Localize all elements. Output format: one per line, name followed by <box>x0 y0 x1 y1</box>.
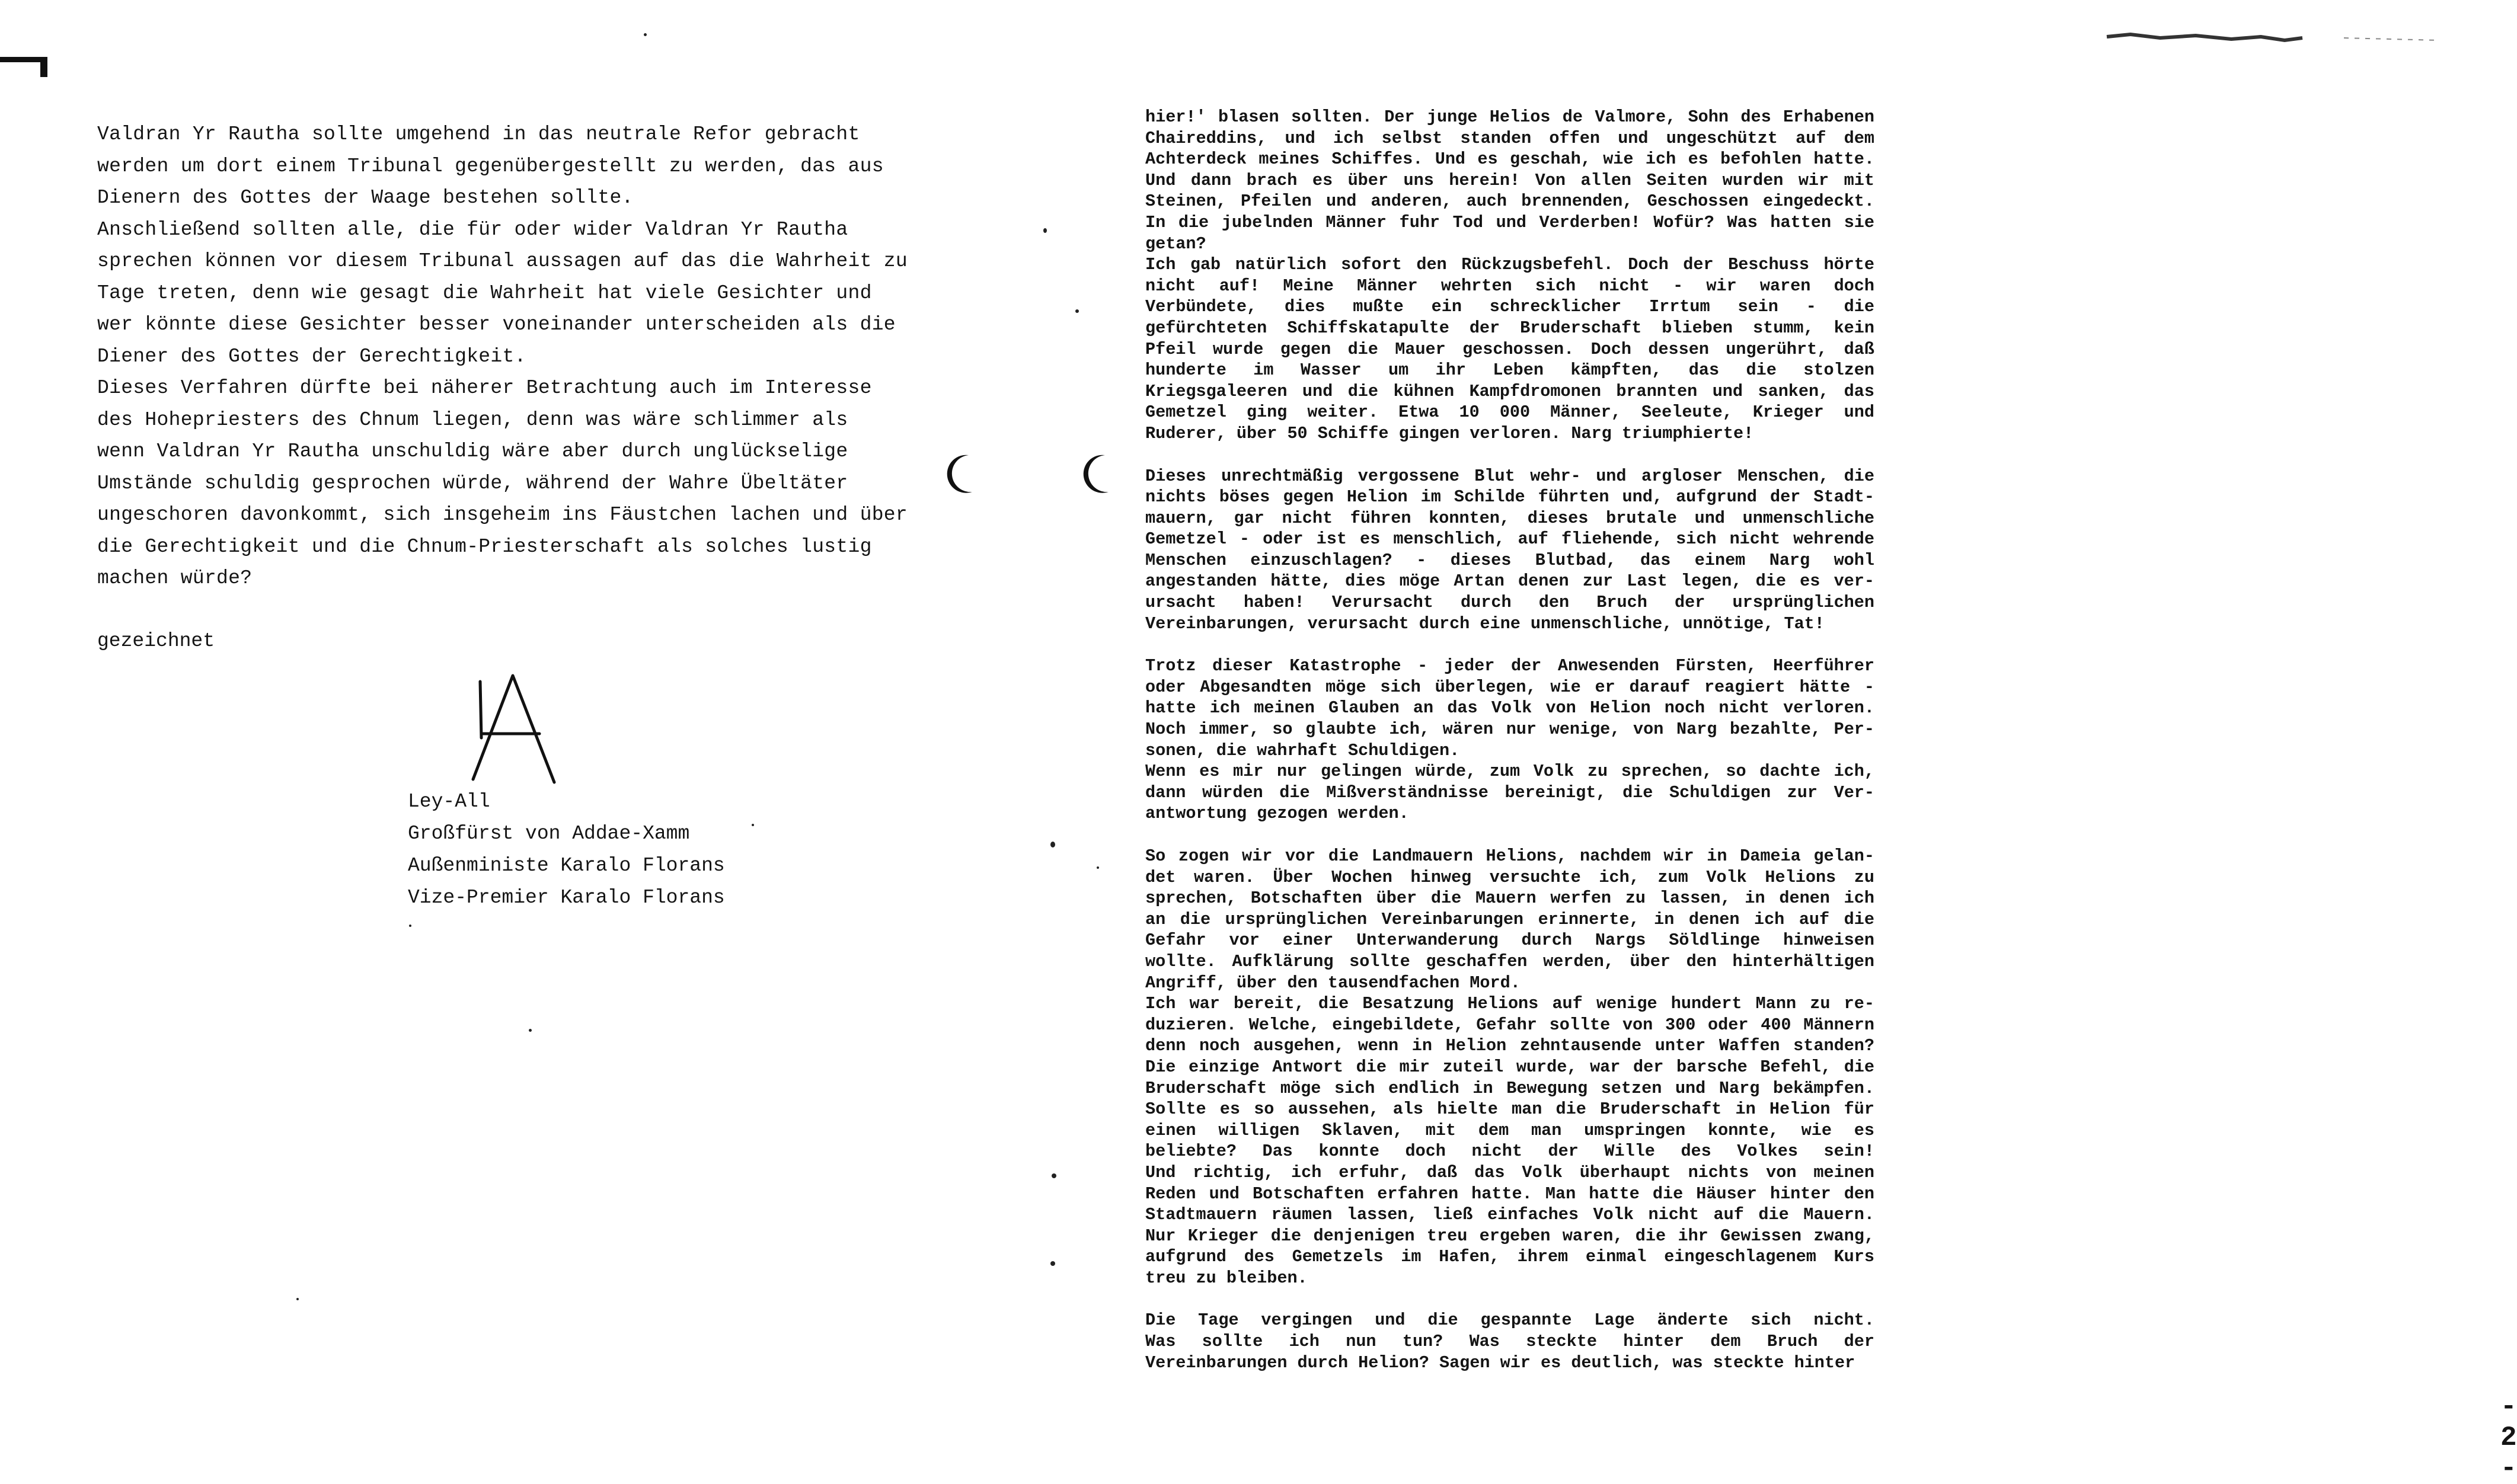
text-line: ursacht haben! Verursacht durch den Bruch der ursprünglichen <box>1145 593 1874 613</box>
punch-hole-icon <box>938 1005 985 1052</box>
scan-speck <box>1097 866 1099 869</box>
text-line: wer könnte diese Gesichter besser voneinander unterscheiden als die <box>97 314 896 335</box>
text-line: nichts böses gegen Helion im Schilde führten und, aufgrund der Stadt- <box>1145 487 1874 507</box>
text-line: aufgrund des Gemetzels im Hafen, ihrem einmal eingeschlagenem Kurs <box>1145 1247 1874 1267</box>
text-line: wollte. Aufklärung sollte geschaffen werden, über den hinterhältigen <box>1145 951 1874 971</box>
signer-line: Außenministe Karalo Florans <box>408 855 725 877</box>
text-line: Sollte es so aussehen, als hielte man die Bruderschaft in Helion für <box>1145 1099 1874 1120</box>
left-page <box>0 0 1040 1475</box>
scan-artifact <box>2107 30 2439 45</box>
text-line: die Gerechtigkeit und die Chnum-Priesterschaft als solches lustig <box>97 535 872 558</box>
text-line: Gefahr vor einer Unterwanderung durch Nargs Söldlinge hinweisen <box>1145 930 1874 951</box>
text-line: sprechen können vor diesem Tribunal aussagen auf das die Wahrheit zu <box>97 250 908 272</box>
text-line: Tage treten, denn wie gesagt die Wahrheit hat viele Gesichter und <box>97 282 872 304</box>
scan-speck <box>296 1298 299 1300</box>
text-line: gefürchteten Schiffskatapulte der Bruderschaft blieben stumm, kein <box>1145 318 1874 338</box>
paragraph <box>1145 1310 1874 1373</box>
text-line: ungeschoren davonkommt, sich insgeheim ins Fäustchen lachen und über <box>97 504 908 526</box>
signer-block <box>408 786 725 914</box>
text-line: Diener des Gottes der Gerechtigkeit. <box>97 345 526 367</box>
text-line: angestanden hätte, dies möge Artan denen zur Last legen, die es ver- <box>1145 571 1874 591</box>
paragraph <box>1145 466 1874 635</box>
text-line: werden um dort einem Tribunal gegenübergestellt zu werden, das aus <box>97 155 884 177</box>
punch-hole-icon <box>1074 450 1122 498</box>
corner-crop-mark <box>0 52 47 78</box>
text-line: machen würde? <box>97 567 253 589</box>
scan-speck <box>1052 1173 1056 1178</box>
text-line: Gemetzel ging weiter. Etwa 10 000 Männer, Seeleute, Krieger und <box>1145 402 1874 423</box>
text-line: Valdran Yr Rautha sollte umgehend in das neutrale Refor gebracht <box>97 123 860 145</box>
text-line: beliebte? Das konnte doch nicht der Wille des Volkes sein! <box>1145 1141 1874 1162</box>
signer-line: Vize-Premier Karalo Florans <box>408 887 725 909</box>
right-page <box>1040 0 2517 1484</box>
punch-hole-icon <box>1074 1005 1122 1052</box>
paragraph <box>1145 846 1874 1288</box>
text-line: Und dann brach es über uns herein! Von allen Seiten wurden wir mit <box>1145 170 1874 190</box>
scan-speck <box>644 33 647 36</box>
text-line: getan? <box>1145 234 1206 254</box>
signed-label: gezeichnet <box>97 630 215 652</box>
text-line: Ich gab natürlich sofort den Rückzugsbefehl. Doch der Beschuss hörte <box>1145 255 1874 275</box>
text-line: denn noch ausgehen, wenn in Helion zehntausende unter Waffen standen? <box>1145 1036 1874 1056</box>
text-line: Steinen, Pfeilen und anderen, auch brennenden, Geschossen eingedeckt. <box>1145 191 1874 212</box>
text-line: Wenn es mir nur gelingen würde, zum Volk zu sprechen, so dachte ich, <box>1145 762 1874 782</box>
scan-speck <box>1075 309 1079 313</box>
scan-speck <box>752 824 754 826</box>
text-line: wenn Valdran Yr Rautha unschuldig wäre aber durch unglückselige <box>97 440 848 462</box>
text-line: sprechen, Botschaften über die Mauern werfen zu lassen, in denen ich <box>1145 888 1874 909</box>
punch-hole-icon <box>938 450 985 498</box>
scan-speck <box>529 1029 532 1032</box>
scan-speck <box>409 925 411 927</box>
text-line: det waren. Über Wochen hinweg versuchte ich, zum Volk Helions zu <box>1145 867 1874 887</box>
text-line: Ich war bereit, die Besatzung Helions auf wenige hundert Mann zu re- <box>1145 994 1874 1014</box>
text-line: duzieren. Welche, eingebildete, Gefahr sollte von 300 oder 400 Männern <box>1145 1015 1874 1035</box>
paragraph <box>1145 107 1874 444</box>
text-line: So zogen wir vor die Landmauern Helions, nachdem wir in Dameia gelan- <box>1145 846 1874 866</box>
text-line: treu zu bleiben. <box>1145 1268 1308 1288</box>
text-line: dann würden die Mißverständnisse bereinigt, die Schuldigen zur Ver- <box>1145 782 1874 802</box>
paragraph <box>1145 655 1874 824</box>
text-line: Dienern des Gottes der Waage bestehen sollte. <box>97 187 634 209</box>
text-line: Verbündete, dies mußte ein schrecklicher Irrtum sein - die <box>1145 297 1874 317</box>
paragraph <box>97 214 986 373</box>
text-line: Stadtmauern räumen lassen, ließ einfaches Volk nicht auf die Mauern. <box>1145 1205 1874 1225</box>
text-line: Was sollte ich nun tun? Was steckte hinter dem Bruch der <box>1145 1332 1874 1352</box>
text-line: Kriegsgaleeren und die kühnen Kampfdromonen brannten und sanken, das <box>1145 381 1874 401</box>
text-line: Chaireddins, und ich selbst standen offen und ungeschützt auf dem <box>1145 128 1874 148</box>
signer-line: Ley-All <box>408 791 490 813</box>
text-line: Vereinbarungen, verursacht durch eine unmenschliche, unnötige, Tat! <box>1145 613 1825 634</box>
text-line: Die Tage vergingen und die gespannte Lage änderte sich nicht. <box>1145 1310 1874 1331</box>
text-line: Pfeil wurde gegen die Mauer geschossen. Doch dessen ungerührt, daß <box>1145 339 1874 359</box>
paragraph <box>97 372 986 594</box>
text-line: an die ursprünglichen Vereinbarungen erinnerte, in denen ich auf die <box>1145 909 1874 929</box>
left-body-text <box>97 119 986 594</box>
scan-speck <box>1050 842 1055 847</box>
text-line: Trotz dieser Katastrophe - jeder der Anwesenden Fürsten, Heerführer <box>1145 656 1874 676</box>
text-line: hunderte im Wasser um ihr Leben kämpften, das die stolzen <box>1145 360 1874 380</box>
text-line: Noch immer, so glaubte ich, wären nur wenige, von Narg bezahlte, Per- <box>1145 719 1874 740</box>
text-line: Umstände schuldig gesprochen würde, während der Wahre Übeltäter <box>97 472 848 494</box>
text-line: des Hohepriesters des Chnum liegen, denn was wäre schlimmer als <box>97 408 848 431</box>
text-line: Menschen einzuschlagen? - dieses Blutbad, das einem Narg wohl <box>1145 550 1874 570</box>
text-line: Angriff, über den tausendfachen Mord. <box>1145 973 1521 993</box>
signer-line: Großfürst von Addae-Xamm <box>408 823 690 845</box>
signature-mark <box>456 664 563 791</box>
text-line: antwortung gezogen werden. <box>1145 804 1409 824</box>
right-body-text <box>1145 107 1874 1395</box>
scan-speck <box>1050 1261 1055 1266</box>
text-line: Reden und Botschaften erfahren hatte. Man hatte die Häuser hinter den <box>1145 1184 1874 1204</box>
text-line: Vereinbarungen durch Helion? Sagen wir es deutlich, was steckte hinter <box>1145 1352 1855 1373</box>
paragraph <box>97 119 986 214</box>
text-line: Die einzige Antwort die mir zuteil wurde, war der barsche Befehl, die <box>1145 1057 1874 1077</box>
text-line: mauern, gar nicht führen konnten, dieses brutale und unmenschliche <box>1145 508 1874 528</box>
page-number: - 2 - <box>2500 1392 2517 1484</box>
text-line: In die jubelnden Männer fuhr Tod und Verderben! Wofür? Was hatten sie <box>1145 212 1874 232</box>
text-line: nicht auf! Meine Männer wehrten sich nicht - wir waren doch <box>1145 276 1874 296</box>
scan-speck <box>1043 228 1047 233</box>
text-line: Achterdeck meines Schiffes. Und es geschah, wie ich es befohlen hatte. <box>1145 149 1874 169</box>
text-line: Nur Krieger die denjenigen treu ergeben waren, die ihr Gewissen zwang, <box>1145 1226 1874 1246</box>
text-line: Und richtig, ich erfuhr, daß das Volk überhaupt nichts von meinen <box>1145 1162 1874 1182</box>
text-line: einen willigen Sklaven, mit dem man umspringen konnte, wie es <box>1145 1120 1874 1140</box>
text-line: sonen, die wahrhaft Schuldigen. <box>1145 740 1460 760</box>
text-line: Bruderschaft möge sich endlich in Bewegung setzen und Narg bekämpfen. <box>1145 1078 1874 1098</box>
text-line: Dieses Verfahren dürfte bei näherer Betrachtung auch im Interesse <box>97 377 872 399</box>
text-line: hatte ich meinen Glauben an das Volk von Helion noch nicht verloren. <box>1145 698 1874 718</box>
text-line: Gemetzel - oder ist es menschlich, auf fliehende, sich nicht wehrende <box>1145 529 1874 549</box>
text-line: Ruderer, über 50 Schiffe gingen verloren. Narg triumphierte! <box>1145 423 1754 443</box>
text-line: hier!' blasen sollten. Der junge Helios de Valmore, Sohn des Erhabenen <box>1145 107 1874 127</box>
text-line: Dieses unrechtmäßig vergossene Blut wehr- und argloser Menschen, die <box>1145 466 1874 486</box>
text-line: oder Abgesandten möge sich überlegen, wie er darauf reagiert hätte - <box>1145 677 1874 697</box>
text-line: Anschließend sollten alle, die für oder wider Valdran Yr Rautha <box>97 218 848 241</box>
